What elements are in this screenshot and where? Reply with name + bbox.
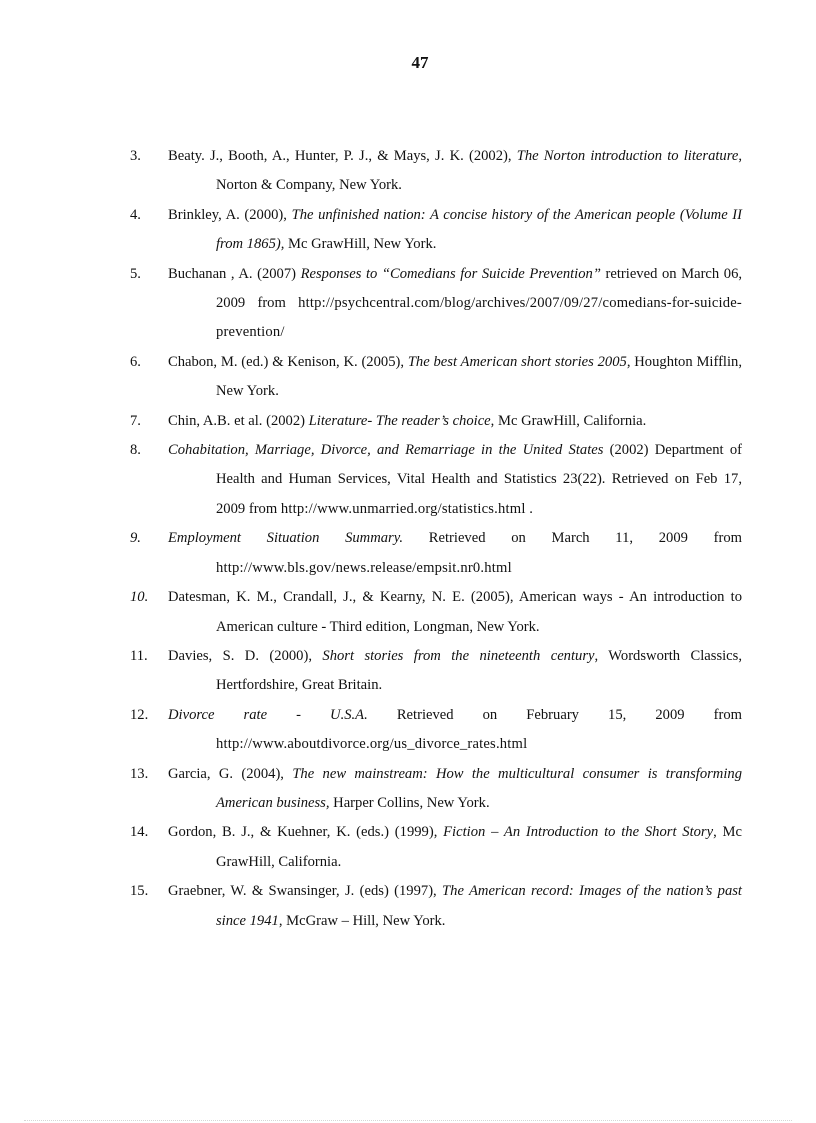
reference-number: 13. — [130, 765, 149, 782]
reference-item — [130, 407, 742, 436]
reference-text: Mc GrawHill, New York. — [284, 236, 437, 253]
reference-title: Responses to “Comedians for Suicide Prevention” — [300, 265, 601, 282]
reference-item — [130, 201, 742, 260]
reference-title: The unfinished nation: A concise history of the American people (Volume II from 1865), — [216, 206, 743, 253]
reference-item — [130, 760, 742, 819]
reference-text: . — [525, 500, 533, 517]
reference-url: http://psychcentral.com/blog/archives/2007/09/27/comedians-for-suicide-prevention/ — [216, 295, 742, 341]
reference-text: Chin, A.B. et al. (2002) — [168, 412, 309, 429]
reference-number: 14. — [130, 824, 149, 841]
reference-number: 11. — [130, 647, 148, 664]
reference-number: 15. — [130, 883, 149, 900]
reference-text: , Norton & Company, New York. — [216, 148, 742, 194]
reference-title: Cohabitation, Marriage, Divorce, and Remarriage in the United States — [168, 442, 604, 459]
reference-url: http://www.aboutdivorce.org/us_divorce_rates.html — [216, 736, 528, 753]
reference-number: 12. — [130, 706, 149, 723]
reference-title: Divorce rate - U.S.A. — [168, 706, 368, 723]
reference-number: 7. — [130, 412, 141, 429]
reference-number: 10. — [130, 589, 149, 606]
reference-text: (2002) Department of Health and Human Services, Vital Health and Statistics 23(22). Retrieved on Feb 17, 2009 from — [216, 442, 742, 517]
reference-text: Buchanan , A. (2007) — [168, 265, 301, 282]
reference-item — [130, 348, 742, 407]
reference-number: 5. — [130, 265, 141, 282]
reference-item — [130, 524, 742, 583]
reference-title: Employment Situation Summary. — [168, 530, 404, 547]
reference-text: Beaty. J., Booth, A., Hunter, P. J., & Mays, J. K. (2002), — [168, 148, 517, 164]
reference-item — [130, 701, 742, 760]
reference-title: The Norton introduction to literature — [516, 148, 739, 164]
reference-title: Literature- The reader’s choice — [308, 412, 491, 429]
reference-title: The new mainstream: How the multicultural consumer is transforming American business, — [216, 765, 742, 811]
reference-item — [130, 642, 742, 701]
reference-text: Retrieved on March 11, 2009 from — [403, 530, 742, 547]
page-number: 47 — [411, 53, 429, 72]
page-bottom-divider — [24, 1120, 792, 1121]
reference-text: Datesman, K. M., Crandall, J., & Kearny, N. E. (2005), American ways - An introduction to American culture - Third edition, Longman, New York. — [168, 589, 742, 635]
reference-text: Davies, S. D. (2000), — [168, 647, 323, 664]
reference-item — [130, 436, 742, 524]
reference-number: 8. — [130, 442, 141, 459]
reference-number: 3. — [130, 148, 141, 164]
reference-title: Fiction – An Introduction to the Short Story — [443, 824, 714, 841]
reference-url: http://www.unmarried.org/statistics.html — [280, 500, 526, 517]
reference-text: , Wordsworth Classics, Hertfordshire, Great Britain. — [216, 647, 742, 694]
reference-item — [130, 142, 742, 201]
reference-text: , Mc GrawHill, California. — [490, 412, 647, 429]
reference-number: 6. — [130, 353, 141, 370]
reference-list — [130, 142, 742, 936]
reference-item — [130, 877, 742, 936]
reference-title: Short stories from the nineteenth century — [322, 647, 595, 664]
reference-item — [130, 583, 742, 642]
reference-text: , McGraw – Hill, New York. — [278, 912, 446, 929]
reference-title: The best American short stories 2005 — [407, 353, 627, 370]
reference-number: 4. — [130, 206, 141, 223]
reference-text: , Houghton Mifflin, New York. — [216, 353, 742, 400]
reference-text: Garcia, G. (2004), — [168, 765, 293, 782]
reference-number: 9. — [130, 530, 141, 547]
reference-text: retrieved on March 06, 2009 from — [216, 265, 743, 312]
reference-item — [130, 260, 742, 348]
reference-text: Retrieved on February 15, 2009 from — [367, 706, 742, 723]
reference-text: Gordon, B. J., & Kuehner, K. (eds.) (1999), — [168, 824, 444, 841]
reference-text: Brinkley, A. (2000), — [168, 206, 292, 223]
reference-text: Harper Collins, New York. — [329, 794, 490, 811]
reference-text: Chabon, M. (ed.) & Kenison, K. (2005), — [168, 353, 408, 370]
reference-text: Graebner, W. & Swansinger, J. (eds) (1997), — [168, 883, 443, 900]
reference-url: http://www.bls.gov/news.release/empsit.nr0.html — [216, 559, 512, 576]
reference-title: The American record: Images of the nation’s past since 1941 — [216, 883, 742, 929]
reference-text: , Mc GrawHill, California. — [216, 824, 742, 870]
reference-item — [130, 818, 742, 877]
